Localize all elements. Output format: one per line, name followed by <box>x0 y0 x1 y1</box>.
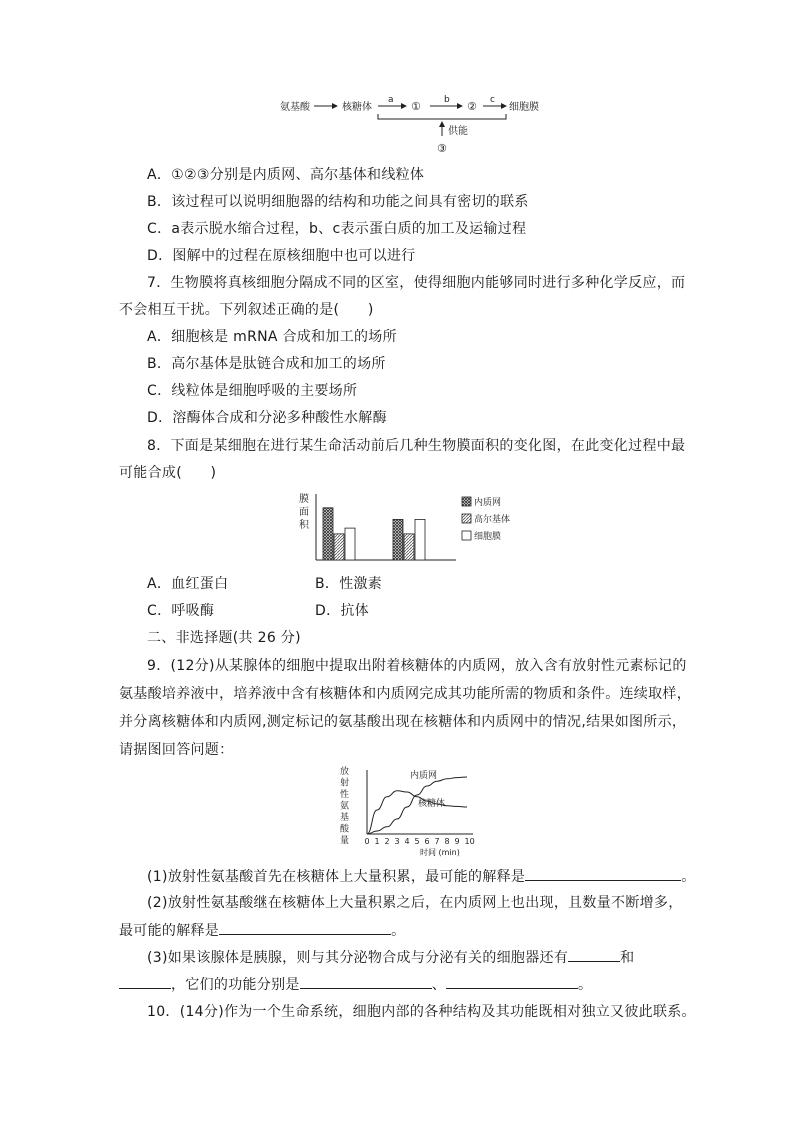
line-chart-x-tick: 9 <box>454 837 460 846</box>
flow-label-b: b <box>444 95 450 105</box>
q9-part-2b-text: 最可能的解释是 <box>119 923 220 939</box>
q10-stem-1: 10．(14分)作为一个生命系统，细胞内部的各种结构及其功能既相对独立又彼此联系。 <box>147 1004 696 1020</box>
q9-answer-blank-3[interactable] <box>568 947 620 962</box>
bar-chart-ylabel-char: 膜 <box>299 494 309 505</box>
line-chart-x-tick: 5 <box>414 837 420 846</box>
bar-chart-ylabel-char: 积 <box>299 520 309 531</box>
q9-answer-blank-4[interactable] <box>119 974 171 989</box>
q8-option-d: D．抗体 <box>315 603 369 619</box>
q7-stem-2: 不会相互干扰。下列叙述正确的是( ) <box>119 302 374 318</box>
line-chart-x-tick: 7 <box>434 837 440 846</box>
q7-option-b: B．高尔基体是肽链合成和加工的场所 <box>147 356 386 372</box>
q8-option-b: B．性激素 <box>315 576 383 592</box>
line-chart-xlabel: 时间 (min) <box>420 848 460 857</box>
q7-option-a: A．细胞核是 mRNA 合成和加工的场所 <box>147 329 397 345</box>
q9-part-3b <box>119 974 592 995</box>
q8-option-c: C．呼吸酶 <box>147 603 215 619</box>
q9-answer-blank-6[interactable] <box>446 974 578 989</box>
legend-swatch-2 <box>462 531 471 540</box>
section-heading: 二、非选择题(共 26 分) <box>147 630 301 646</box>
line-chart-ylabel-char: 性 <box>340 790 350 800</box>
line-chart-x-tick: 10 <box>464 837 475 846</box>
line-chart-x-tick: 2 <box>384 837 390 846</box>
bar-golgi-after <box>404 534 414 560</box>
bar-chart-ylabel-char: 面 <box>299 507 309 518</box>
line-chart-ylabel-char: 氨 <box>340 801 350 812</box>
q9-part-3-end: 。 <box>578 977 593 993</box>
q6-option-d: D．图解中的过程在原核细胞中也可以进行 <box>147 248 416 264</box>
q9-answer-blank-2[interactable] <box>219 920 391 935</box>
q7-option-d: D．溶酶体合成和分泌多种酸性水解酶 <box>147 410 387 426</box>
line-chart-x-tick: 1 <box>374 837 380 846</box>
flow-start: 氨基酸 <box>280 102 310 113</box>
q9-part-1-text: (1)放射性氨基酸首先在核糖体上大量积累，最可能的解释是 <box>147 869 526 885</box>
q8-stem-2: 可能合成( ) <box>119 465 217 481</box>
line-series-ribosome <box>367 791 467 834</box>
bar-membrane-before <box>345 528 355 560</box>
flow-brace <box>378 114 506 119</box>
legend-label-2: 细胞膜 <box>474 532 502 542</box>
legend-label-1: 高尔基体 <box>474 515 511 525</box>
line-chart-ylabel-char: 量 <box>340 836 350 846</box>
line-chart-x-tick: 6 <box>424 837 430 846</box>
q6-option-c: C．a表示脱水缩合过程，b、c表示蛋白质的加工及运输过程 <box>147 221 527 237</box>
q9-part-3-sep: 、 <box>431 977 447 993</box>
line-chart-ylabel-char: 酸 <box>340 824 350 835</box>
line-chart-x-tick: 0 <box>364 837 370 846</box>
flow-supply-label: 供能 <box>448 126 468 137</box>
q7-option-c: C．线粒体是细胞呼吸的主要场所 <box>147 383 358 399</box>
q9-stem-2: 氨基酸培养液中，培养液中含有核糖体和内质网完成其功能所需的物质和条件。连续取样， <box>119 686 691 702</box>
radioactive-amino-acid-line-chart <box>340 764 480 858</box>
bar-er-after <box>393 519 403 560</box>
q9-answer-blank-1[interactable] <box>525 866 681 881</box>
bar-membrane-after <box>415 519 425 560</box>
flow-node-3: ③ <box>437 142 447 155</box>
q9-stem-3: 并分离核糖体和内质网,测定标记的氨基酸出现在核糖体和内质网中的情况,结果如图所示， <box>119 714 687 730</box>
q9-stem-4: 请据图回答问题： <box>119 742 234 758</box>
line-chart-ylabel-char: 放 <box>340 767 350 777</box>
line-series-label-er: 内质网 <box>410 771 438 781</box>
flow-node-2: ② <box>467 100 477 113</box>
q9-part-3b-text: ，它们的功能分别是 <box>171 977 300 993</box>
line-chart-x-tick: 3 <box>394 837 400 846</box>
q9-part-2b <box>119 920 405 941</box>
membrane-area-bar-chart <box>298 490 528 566</box>
line-series-label-ribosome: 核糖体 <box>418 799 446 809</box>
q8-stem-1: 8．下面是某细胞在进行某生命活动前后几种生物膜面积的变化图，在此变化过程中最 <box>147 438 686 454</box>
q7-stem-1: 7．生物膜将真核细胞分隔成不同的区室，使得细胞内能够同时进行多种化学反应，而 <box>147 275 686 291</box>
legend-label-0: 内质网 <box>474 498 502 508</box>
legend-swatch-1 <box>462 514 471 523</box>
q9-part-1-end: 。 <box>681 869 696 885</box>
q9-answer-blank-5[interactable] <box>300 974 432 989</box>
q6-option-a: A．①②③分别是内质网、高尔基体和线粒体 <box>147 167 425 183</box>
line-series-er <box>367 777 467 834</box>
line-chart-x-tick: 4 <box>404 837 410 846</box>
flow-ribosome: 核糖体 <box>342 102 372 113</box>
q9-part-3a <box>147 947 634 968</box>
bar-golgi-before <box>334 534 344 560</box>
q6-option-b: B．该过程可以说明细胞器的结构和功能之间具有密切的联系 <box>147 194 529 210</box>
line-chart-x-tick: 8 <box>444 837 450 846</box>
q9-stem-1: 9．(12分)从某腺体的细胞中提取出附着核糖体的内质网，放入含有放射性元素标记的 <box>147 658 687 674</box>
line-chart-ylabel-char: 基 <box>340 813 350 823</box>
flow-node-1: ① <box>411 100 421 113</box>
q9-part-2a: (2)放射性氨基酸继在核糖体上大量积累之后，在内质网上也出现，且数量不断增多， <box>147 895 683 911</box>
q9-part-1 <box>147 866 696 887</box>
flow-membrane: 细胞膜 <box>509 102 539 113</box>
q9-part-3-and: 和 <box>620 950 635 966</box>
flow-diagram <box>280 92 550 156</box>
q9-part-3a-text: (3)如果该腺体是胰腺，则与其分泌物合成与分泌有关的细胞器还有 <box>147 950 569 966</box>
q9-part-2-end: 。 <box>391 923 406 939</box>
flow-label-c: c <box>490 95 495 105</box>
legend-swatch-0 <box>462 497 471 506</box>
flow-label-a: a <box>388 95 394 105</box>
bar-er-before <box>323 508 333 560</box>
line-chart-ylabel-char: 射 <box>340 778 350 789</box>
q8-option-a: A．血红蛋白 <box>147 576 229 592</box>
